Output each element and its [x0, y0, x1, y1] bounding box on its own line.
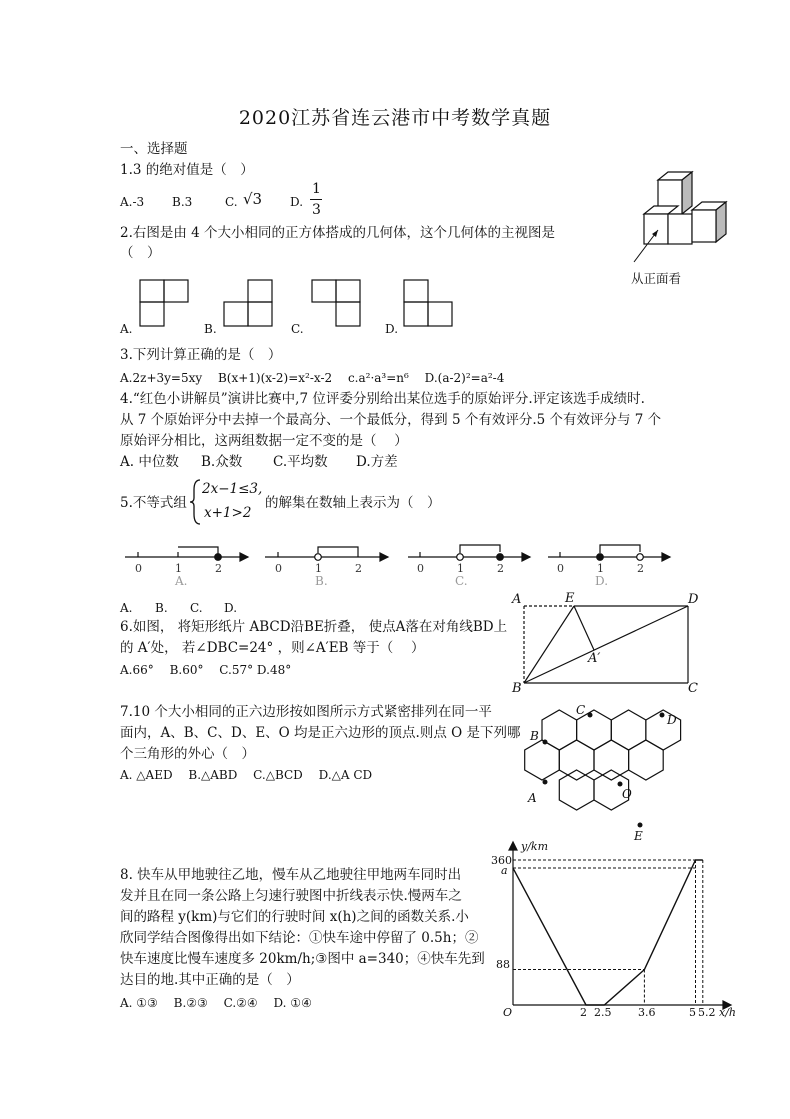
q5-option-a: A.: [120, 601, 133, 615]
q6-label-a-prime: A′: [588, 651, 601, 666]
q2-option-b: B.: [204, 322, 217, 336]
q4-line-1: 4.“红色小讲解员”演讲比赛中,7 位评委分别给出某位选手的原始评分.评定该选手成绩时.: [120, 391, 645, 407]
q5-suffix: 的解集在数轴上表示为（ ）: [265, 495, 441, 511]
q6-rectangle-figure: [508, 588, 708, 698]
q6-options: A.66° B.60° C.57° D.48°: [120, 663, 292, 677]
q2-stem-cont: （ ）: [120, 245, 161, 261]
q7-label-o: O: [622, 787, 632, 801]
q4-option-a: A. 中位数: [120, 454, 179, 470]
q5-d-tick-1: 1: [597, 562, 604, 575]
q7-label-e: E: [634, 829, 643, 843]
q8-line-5: 快车速度比慢车速度多 20km/h;③图中 a=340；④快车先到: [120, 951, 485, 967]
q5-axis-label-d: D.: [595, 574, 609, 588]
q5-number-lines: [120, 535, 680, 590]
q5-a-tick-1: 1: [175, 562, 182, 575]
hexagon-8: [559, 770, 594, 810]
q5-d-tick-2: 2: [637, 562, 644, 575]
q8-xtick-2: 2: [580, 1006, 587, 1019]
q8-ytick-88: 88: [496, 958, 510, 971]
q8-line-3: 间的路程 y(km)与它们的行驶时间 x(h)之间的函数关系.小: [120, 909, 469, 925]
q2-stem: 2.右图是由 4 个大小相同的正方体搭成的几何体，这个几何体的主视图是: [120, 225, 556, 241]
q6-label-e: E: [565, 591, 575, 606]
q2-view-label: 从正面看: [631, 271, 682, 286]
q4-line-3: 原始评分相比，这两组数据一定不变的是（ ）: [120, 433, 408, 449]
hexagon-5: [559, 740, 594, 780]
q3-stem: 3.下列计算正确的是（ ）: [120, 347, 282, 363]
q6-line-2: 的 A′处， 若∠DBC=24° ，则∠A′EB 等于（ ）: [120, 640, 425, 656]
q5-c-tick-1: 1: [457, 562, 464, 575]
q5-option-d: D.: [224, 601, 238, 615]
q1-option-a: A.-3: [120, 195, 145, 209]
q8-ylabel: y/km: [521, 840, 549, 853]
q2-option-c: C.: [291, 322, 304, 336]
q1-option-d: D.: [290, 195, 304, 209]
q5-c-tick-0: 0: [417, 562, 424, 575]
q6-label-c: C: [688, 681, 698, 696]
hexagon-4: [525, 740, 560, 780]
q5-axis-label-a: A.: [175, 574, 188, 588]
q1-sqrt3: √3: [243, 190, 263, 208]
q6-line-1: 6.如图， 将矩形纸片 ABCD沿BE折叠， 使点A落在对角线BD上: [120, 619, 508, 635]
q5-axis-label-c: C.: [455, 574, 468, 588]
q1-frac-num: 1: [312, 181, 321, 197]
q5-axis-label-b: B.: [315, 574, 328, 588]
q4-line-2: 从 7 个原始评分中去掉一个最高分、一个最低分，得到 5 个有效评分.5 个有效评分与 7 个: [120, 412, 662, 428]
q5-a-tick-2: 2: [215, 562, 222, 575]
hexagon-7: [629, 740, 664, 780]
q5-prefix: 5.不等式组: [120, 495, 187, 511]
cube-solid-figure: [630, 170, 730, 270]
q1-frac-bar: [310, 199, 322, 200]
q7-label-c: C: [576, 703, 586, 717]
q5-option-b: B.: [155, 601, 168, 615]
q1-stem: 1.3 的绝对值是（ ）: [120, 162, 254, 178]
q5-b-tick-1: 1: [315, 562, 322, 575]
q8-line-4: 欣同学结合图像得出如下结论：①快车途中停留了 0.5h；②: [120, 930, 479, 946]
q7-options: A. △AED B.△ABD C.△BCD D.△A CD: [120, 768, 373, 782]
q8-options: A. ①③ B.②③ C.②④ D. ①④: [120, 996, 312, 1010]
q5-a-tick-0: 0: [135, 562, 142, 575]
q2-option-d: D.: [385, 322, 399, 336]
q5-option-c: C.: [190, 601, 203, 615]
q5-d-tick-0: 0: [557, 562, 564, 575]
q4-option-c: C.平均数: [273, 454, 328, 470]
q8-xtick-5: 5: [689, 1006, 696, 1019]
q7-line-3: 个三角形的外心（ ）: [120, 746, 255, 762]
q8-line-6: 达目的地.其中正确的是（ ）: [120, 972, 300, 988]
q2-option-a: A.: [120, 322, 133, 336]
q8-xlabel: x/h: [719, 1006, 736, 1019]
q5-inequality-2: x+1>2: [204, 505, 252, 521]
q7-hexagon-figure: [510, 700, 700, 843]
q7-line-1: 7.10 个大小相同的正六边形按如图所示方式紧密排列在同一平: [120, 704, 492, 720]
q3-options: A.2z+3y=5xy B(x+1)(x-2)=x²-x-2 c.a²·a³=n⁶ D.(a-2)²=a²-4: [120, 371, 505, 385]
q5-b-tick-0: 0: [275, 562, 282, 575]
q8-ytick-360: 360: [491, 854, 512, 867]
q7-label-a: A: [528, 791, 537, 805]
section-heading: 一、选择题: [120, 141, 188, 157]
hexagon-0: [542, 710, 577, 750]
q8-xtick-2-5: 2.5: [594, 1006, 612, 1019]
q5-c-tick-2: 2: [497, 562, 504, 575]
q5-inequality-1: 2x−1≤3,: [202, 481, 263, 497]
page-title: 2020江苏省连云港市中考数学真题: [238, 107, 552, 129]
q1-frac-den: 3: [312, 202, 321, 218]
q6-label-d: D: [688, 592, 699, 607]
q8-graph-series: [513, 860, 703, 1005]
q4-option-d: D.方差: [356, 454, 398, 470]
q8-ytick-a: a: [501, 864, 508, 877]
q8-xtick-3-6: 3.6: [638, 1006, 656, 1019]
q5-b-tick-2: 2: [355, 562, 362, 575]
q8-origin: O: [503, 1006, 513, 1019]
q4-option-b: B.众数: [201, 454, 243, 470]
q5-brace: [190, 478, 202, 526]
q6-label-b: B: [512, 681, 522, 696]
q8-distance-time-graph: [491, 838, 745, 1019]
q7-label-d: D: [667, 713, 677, 727]
hexagon-2: [611, 710, 646, 750]
q8-xtick-5-2: 5.2: [698, 1006, 716, 1019]
q8-line-2: 发并且在同一条公路上匀速行驶图中折线表示快.慢两车之: [120, 888, 462, 904]
q1-option-c: C.: [225, 195, 238, 209]
q8-line-1: 8. 快车从甲地驶往乙地，慢车从乙地驶往甲地两车同时出: [120, 867, 462, 883]
hexagon-6: [594, 740, 629, 780]
q1-option-b: B.3: [172, 195, 193, 209]
q6-label-a: A: [512, 592, 522, 607]
q7-label-b: B: [530, 729, 539, 743]
q7-line-2: 面内，A、B、C、D、E、O 均是正六边形的顶点.则点 O 是下列哪: [120, 725, 521, 741]
